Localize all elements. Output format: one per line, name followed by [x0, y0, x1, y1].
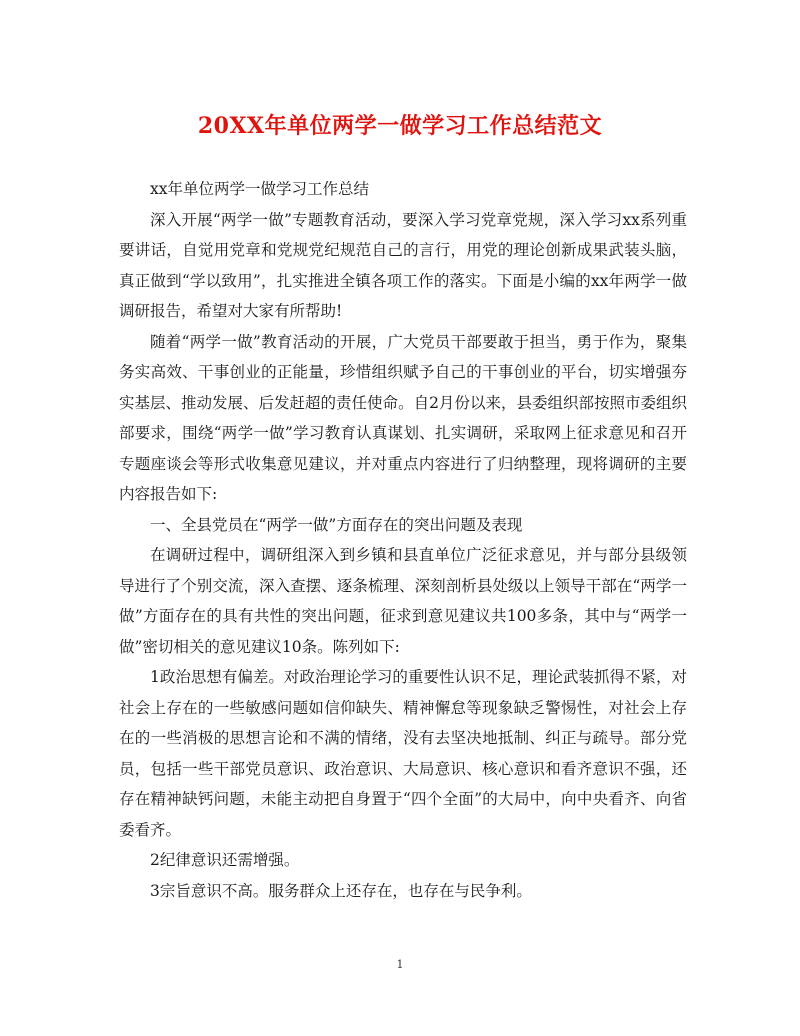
section-heading-problems: 一、全县党员在“两学一做”方面存在的突出问题及表现: [150, 515, 523, 534]
list-item-political-thought: 1政治思想有偏差。对政治理论学习的重要性认识不足，理论武装抓得不紧，对社会上存在的一些敏感问题如信仰缺失、精神懈怠等现象缺乏警惕性，对社会上存在的一些消极的思想言论和不满的情绪，没有去坚决地抵制、纠正与疏导。部分党员，包括一些干部党员意识、政治意识、大局意识、核心意识和看齐意识不强，还存在精神缺钙问题，未能主动把自身置于“四个全面”的大局中，向中央看齐、向省委看齐。: [119, 668, 687, 839]
paragraph-research: 在调研过程中，调研组深入到乡镇和县直单位广泛征求意见，并与部分县级领导进行了个别交流，深入查摆、逐条梳理、深刻剖析县处级以上领导干部在“两学一做”方面存在的具有共性的突出问题，征求到意见建议共100多条，其中与“两学一做”密切相关的意见建议10条。陈列如下:: [119, 546, 687, 656]
page-number: 1: [396, 958, 404, 971]
list-item-discipline: 2纪律意识还需增强。: [150, 851, 300, 869]
paragraph-intro: 深入开展“两学一做”专题教育活动，要深入学习党章党规，深入学习xx系列重要讲话，自觉用党章和党规党纪规范自己的言行，用党的理论创新成果武装头脑，真正做到“学以致用”，扎实推进全镇各项工作的落实。下面是小编的xx年两学一做调研报告，希望对大家有所帮助!: [119, 210, 687, 320]
paragraph-subtitle: xx年单位两学一做学习工作总结: [150, 180, 369, 198]
paragraph-background: 随着“两学一做”教育活动的开展，广大党员干部要敢于担当，勇于作为，聚集务实高效、干事创业的正能量，珍惜组织赋予自己的干事创业的平台，切实增强夯实基层、推动发展、后发赶超的责任使命。自2月份以来，县委组织部按照市委组织部要求，围绕“两学一做”学习教育认真谋划、扎实调研，采取网上征求意见和召开专题座谈会等形式收集意见建议，并对重点内容进行了归纳整理，现将调研的主要内容报告如下:: [119, 332, 687, 503]
document-body: [119, 174, 687, 906]
document-title: 20XX年单位两学一做学习工作总结范文: [197, 113, 603, 139]
list-item-purpose: 3宗旨意识不高。服务群众上还存在，也存在与民争利。: [150, 881, 532, 900]
